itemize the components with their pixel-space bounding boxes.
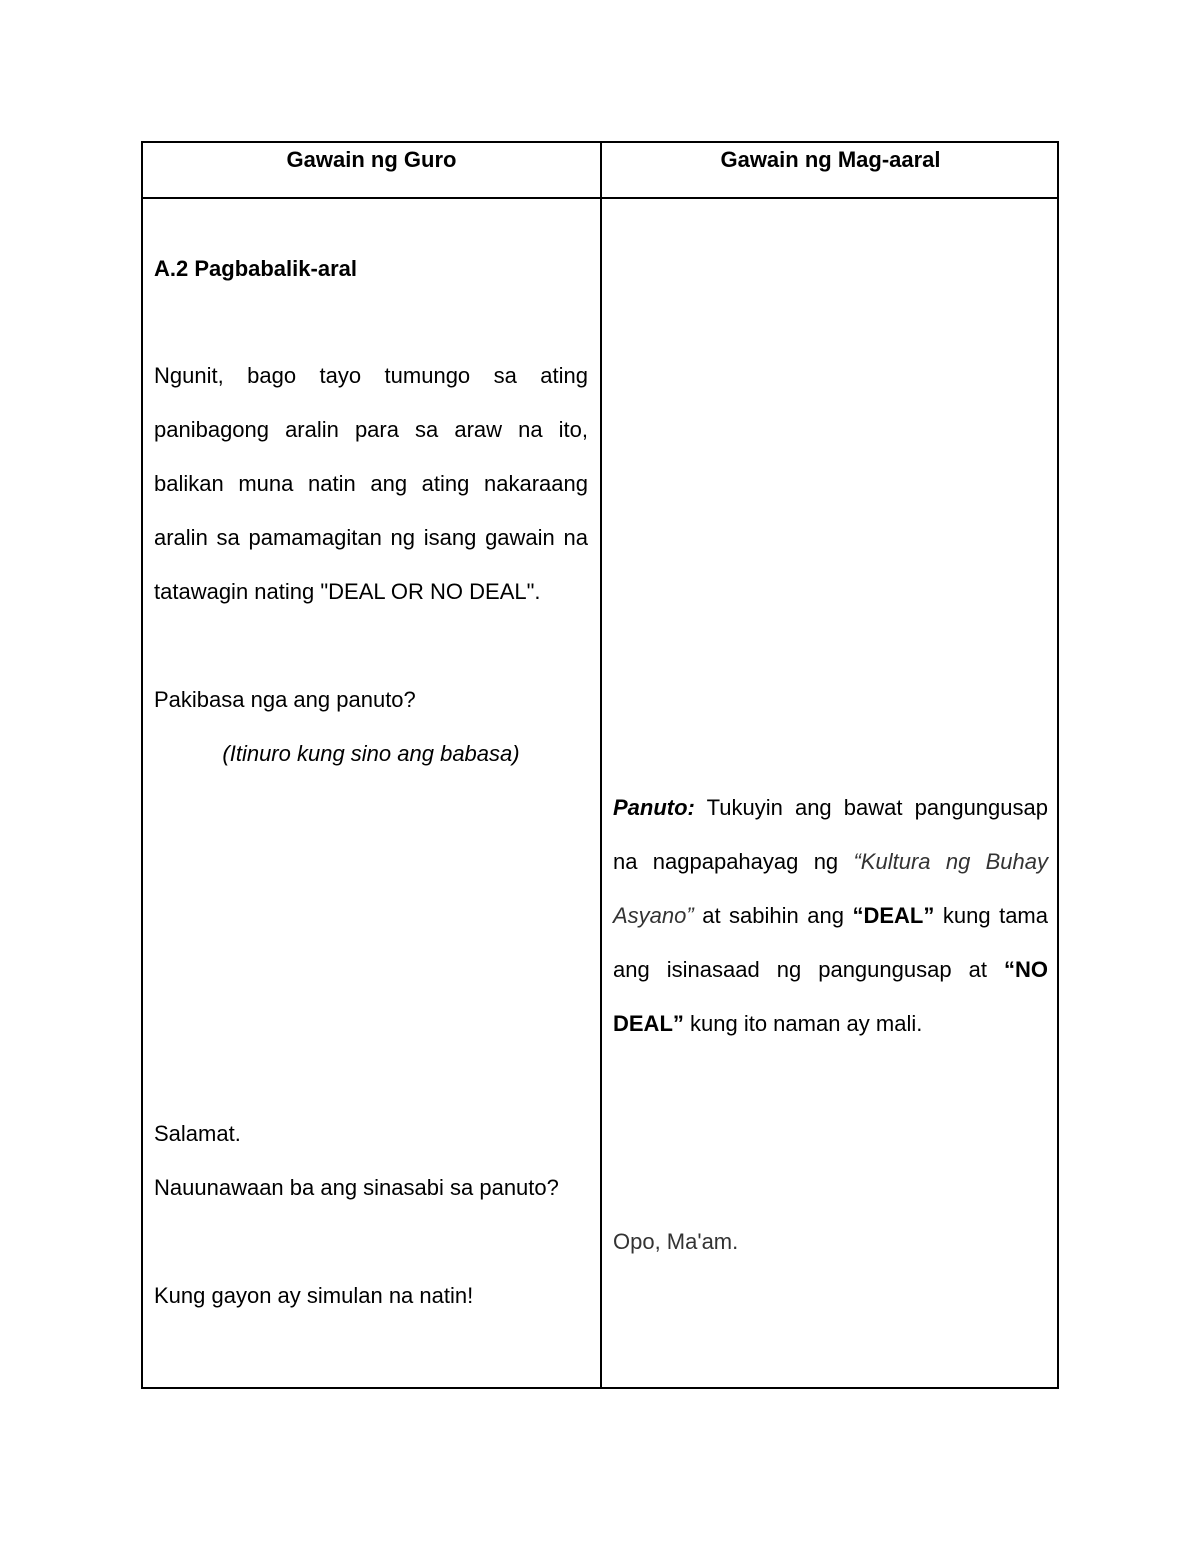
read-request: Pakibasa nga ang panuto? bbox=[154, 687, 416, 712]
stage-note: (Itinuro kung sino ang babasa) bbox=[222, 741, 520, 766]
panuto-label: Panuto: bbox=[613, 795, 695, 820]
thanks-text: Salamat. bbox=[154, 1121, 241, 1146]
student-column-header: Gawain ng Mag-aaral bbox=[720, 147, 941, 172]
panuto-paragraph: Panuto: Tukuyin ang bawat pangungusap na nagpapahayag ng “Kultura ng Buhay Asyano” at sabihin ang “DEAL” kung tama ang isinasaad ng pangungusap at “NO DEAL” kung ito naman ay mali. bbox=[613, 795, 1048, 1036]
check-question: Nauunawaan ba ang sinasabi sa panuto? bbox=[154, 1175, 559, 1200]
no-deal-keyword: “NO DEAL” bbox=[613, 957, 1048, 1036]
intro-paragraph: Ngunit, bago tayo tumungo sa ating panibagong aralin para sa araw na ito, balikan muna natin ang ating nakaraang aralin sa pamamagitan ng isang gawain na tatawagin nating "DEAL OR NO DEAL". bbox=[154, 363, 588, 604]
teacher-column-header: Gawain ng Guro bbox=[286, 147, 457, 172]
section-title: A.2 Pagbabalik-aral bbox=[154, 256, 357, 281]
column-divider bbox=[600, 143, 602, 1387]
header-divider bbox=[143, 197, 1057, 199]
lesson-table bbox=[141, 141, 1059, 1389]
start-text: Kung gayon ay simulan na natin! bbox=[154, 1283, 474, 1308]
student-answer: Opo, Ma'am. bbox=[613, 1229, 739, 1254]
deal-keyword: “DEAL” bbox=[852, 903, 935, 928]
panuto-quote: “Kultura ng Buhay Asyano” bbox=[613, 849, 1048, 928]
